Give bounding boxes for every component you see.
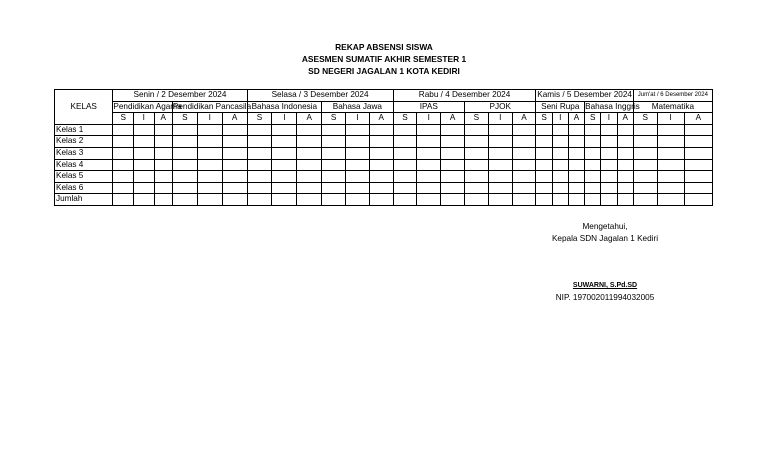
attendance-cell: [154, 171, 172, 183]
attendance-cell: [222, 159, 247, 171]
attendance-cell: [684, 136, 712, 148]
attendance-cell: [617, 194, 633, 206]
attendance-cell: [601, 171, 617, 183]
day-header: Jum'at / 6 Desember 2024: [633, 90, 712, 102]
signature-block: [548, 221, 662, 245]
attendance-cell: [297, 136, 322, 148]
attendance-cell: [417, 159, 441, 171]
attendance-code-cell: I: [197, 113, 222, 125]
attendance-cell: [197, 171, 222, 183]
attendance-cell: [536, 124, 552, 136]
attendance-cell: [465, 147, 489, 159]
day-header: Kamis / 5 Desember 2024: [536, 90, 633, 102]
day-header: Selasa / 3 Desember 2024: [247, 90, 393, 102]
table-row: [55, 136, 713, 148]
attendance-cell: [488, 171, 512, 183]
attendance-cell: [272, 171, 297, 183]
attendance-code-cell: S: [633, 113, 657, 125]
attendance-cell: [369, 171, 393, 183]
subject-header: Bahasa Indonesia: [247, 101, 322, 113]
attendance-cell: [113, 124, 134, 136]
table-row: [55, 171, 713, 183]
attendance-cell: [197, 159, 222, 171]
title-line-3: SD NEGERI JAGALAN 1 KOTA KEDIRI: [308, 66, 460, 77]
table-row: [55, 182, 713, 194]
attendance-cell: [133, 147, 154, 159]
attendance-cell: [633, 147, 657, 159]
attendance-cell: [197, 182, 222, 194]
subject-header: Pendidikan Agama: [113, 101, 172, 113]
attendance-cell: [417, 182, 441, 194]
attendance-cell: [552, 124, 568, 136]
attendance-cell: [345, 136, 369, 148]
attendance-cell: [369, 194, 393, 206]
attendance-cell: [393, 147, 417, 159]
attendance-cell: [393, 124, 417, 136]
subject-header: Pendidikan Pancasila: [172, 101, 247, 113]
attendance-cell: [369, 124, 393, 136]
attendance-cell: [441, 182, 465, 194]
attendance-cell: [393, 194, 417, 206]
attendance-cell: [512, 124, 536, 136]
attendance-cell: [568, 147, 584, 159]
attendance-cell: [488, 136, 512, 148]
attendance-cell: [345, 159, 369, 171]
attendance-cell: [465, 136, 489, 148]
attendance-cell: [512, 194, 536, 206]
attendance-cell: [272, 159, 297, 171]
attendance-cell: [322, 136, 346, 148]
attendance-cell: [512, 147, 536, 159]
table-row: [55, 194, 713, 206]
attendance-cell: [536, 182, 552, 194]
attendance-cell: [536, 136, 552, 148]
attendance-cell: [222, 147, 247, 159]
attendance-cell: [247, 171, 272, 183]
document-title: [0, 41, 768, 78]
attendance-cell: [322, 124, 346, 136]
attendance-cell: [222, 194, 247, 206]
attendance-cell: [601, 182, 617, 194]
attendance-cell: [441, 194, 465, 206]
attendance-cell: [633, 136, 657, 148]
day-header: Rabu / 4 Desember 2024: [393, 90, 536, 102]
attendance-cell: [441, 171, 465, 183]
attendance-code-cell: S: [113, 113, 134, 125]
attendance-code-cell: A: [617, 113, 633, 125]
principal-name: SUWARNI, S.Pd.SD: [572, 282, 638, 289]
subject-header: Bahasa Jawa: [322, 101, 393, 113]
attendance-code-cell: I: [552, 113, 568, 125]
attendance-cell: [369, 182, 393, 194]
attendance-cell: [512, 159, 536, 171]
attendance-code-cell: A: [154, 113, 172, 125]
attendance-cell: [133, 171, 154, 183]
attendance-cell: [552, 159, 568, 171]
attendance-cell: [465, 171, 489, 183]
attendance-cell: [133, 136, 154, 148]
attendance-cell: [197, 194, 222, 206]
attendance-cell: [154, 159, 172, 171]
attendance-cell: [465, 194, 489, 206]
attendance-cell: [657, 136, 684, 148]
attendance-code-cell: A: [222, 113, 247, 125]
attendance-cell: [154, 194, 172, 206]
attendance-cell: [617, 182, 633, 194]
row-label: Kelas 2: [55, 136, 113, 148]
attendance-cell: [393, 159, 417, 171]
attendance-cell: [113, 171, 134, 183]
attendance-code-cell: A: [684, 113, 712, 125]
attendance-cell: [684, 147, 712, 159]
attendance-cell: [585, 171, 601, 183]
attendance-cell: [617, 171, 633, 183]
attendance-cell: [247, 194, 272, 206]
attendance-cell: [345, 182, 369, 194]
attendance-cell: [684, 182, 712, 194]
attendance-cell: [345, 171, 369, 183]
title-line-2: ASESMEN SUMATIF AKHIR SEMESTER 1: [301, 54, 467, 65]
attendance-cell: [172, 136, 197, 148]
attendance-cell: [297, 171, 322, 183]
attendance-code-cell: I: [345, 113, 369, 125]
attendance-cell: [345, 194, 369, 206]
attendance-cell: [585, 124, 601, 136]
attendance-cell: [488, 147, 512, 159]
attendance-cell: [322, 171, 346, 183]
attendance-cell: [113, 182, 134, 194]
attendance-cell: [297, 147, 322, 159]
attendance-cell: [536, 171, 552, 183]
attendance-cell: [197, 147, 222, 159]
attendance-cell: [369, 147, 393, 159]
attendance-code-cell: I: [488, 113, 512, 125]
attendance-cell: [133, 182, 154, 194]
subject-header: Bahasa Inggris: [585, 101, 634, 113]
table-row: [55, 159, 713, 171]
attendance-cell: [585, 147, 601, 159]
attendance-cell: [113, 147, 134, 159]
day-header: Senin / 2 Desember 2024: [113, 90, 247, 102]
attendance-code-cell: I: [601, 113, 617, 125]
attendance-cell: [369, 159, 393, 171]
attendance-cell: [272, 182, 297, 194]
subject-header: Matematika: [633, 101, 712, 113]
attendance-cell: [297, 159, 322, 171]
attendance-cell: [585, 136, 601, 148]
attendance-cell: [133, 124, 154, 136]
attendance-code-cell: A: [369, 113, 393, 125]
attendance-code-cell: S: [536, 113, 552, 125]
attendance-cell: [633, 194, 657, 206]
attendance-cell: [657, 182, 684, 194]
attendance-cell: [585, 194, 601, 206]
attendance-cell: [552, 136, 568, 148]
attendance-cell: [488, 194, 512, 206]
title-line-1: REKAP ABSENSI SISWA: [335, 42, 433, 52]
attendance-cell: [601, 147, 617, 159]
attendance-cell: [222, 182, 247, 194]
attendance-cell: [568, 171, 584, 183]
attendance-cell: [512, 136, 536, 148]
attendance-cell: [345, 124, 369, 136]
table-row: [55, 147, 713, 159]
attendance-cell: [247, 124, 272, 136]
attendance-cell: [113, 136, 134, 148]
attendance-cell: [488, 182, 512, 194]
subject-header: Seni Rupa: [536, 101, 585, 113]
attendance-code-cell: S: [393, 113, 417, 125]
attendance-cell: [536, 159, 552, 171]
attendance-code-cell: I: [133, 113, 154, 125]
attendance-cell: [272, 124, 297, 136]
attendance-cell: [552, 194, 568, 206]
attendance-cell: [154, 136, 172, 148]
attendance-cell: [657, 194, 684, 206]
attendance-code-cell: A: [297, 113, 322, 125]
attendance-cell: [247, 147, 272, 159]
attendance-cell: [633, 182, 657, 194]
principal-position: Kepala SDN Jagalan 1 Kediri: [551, 234, 659, 243]
day-header-row: [55, 90, 713, 102]
attendance-cell: [172, 194, 197, 206]
attendance-cell: [417, 194, 441, 206]
attendance-code-cell: S: [585, 113, 601, 125]
subject-header: IPAS: [393, 101, 464, 113]
attendance-cell: [633, 124, 657, 136]
attendance-cell: [684, 194, 712, 206]
attendance-cell: [617, 159, 633, 171]
attendance-cell: [601, 136, 617, 148]
row-label: Kelas 1: [55, 124, 113, 136]
attendance-cell: [133, 194, 154, 206]
attendance-cell: [568, 182, 584, 194]
attendance-cell: [441, 124, 465, 136]
attendance-cell: [617, 136, 633, 148]
attendance-code-cell: A: [512, 113, 536, 125]
row-label: Kelas 4: [55, 159, 113, 171]
attendance-cell: [393, 171, 417, 183]
attendance-table: [54, 89, 713, 206]
attendance-cell: [601, 194, 617, 206]
attendance-cell: [322, 147, 346, 159]
attendance-cell: [585, 182, 601, 194]
attendance-cell: [322, 194, 346, 206]
row-label: Jumlah: [55, 194, 113, 206]
attendance-cell: [488, 159, 512, 171]
attendance-cell: [247, 159, 272, 171]
attendance-code-cell: S: [465, 113, 489, 125]
attendance-code-cell: A: [568, 113, 584, 125]
attendance-cell: [272, 147, 297, 159]
principal-nip: NIP. 197002011994032005: [555, 293, 655, 302]
signature-name-block: [548, 280, 662, 304]
attendance-cell: [197, 124, 222, 136]
attendance-cell: [297, 124, 322, 136]
attendance-code-row: [55, 113, 713, 125]
attendance-code-cell: S: [322, 113, 346, 125]
attendance-cell: [488, 124, 512, 136]
attendance-cell: [568, 159, 584, 171]
attendance-cell: [172, 182, 197, 194]
attendance-cell: [441, 136, 465, 148]
attendance-cell: [657, 159, 684, 171]
attendance-cell: [172, 124, 197, 136]
attendance-cell: [172, 159, 197, 171]
attendance-cell: [568, 136, 584, 148]
row-label: Kelas 5: [55, 171, 113, 183]
row-label: Kelas 6: [55, 182, 113, 194]
acknowledged-label: Mengetahui,: [582, 222, 628, 231]
attendance-cell: [568, 194, 584, 206]
attendance-cell: [222, 171, 247, 183]
attendance-cell: [684, 171, 712, 183]
attendance-cell: [197, 136, 222, 148]
attendance-cell: [417, 147, 441, 159]
subject-header: PJOK: [465, 101, 536, 113]
attendance-cell: [113, 159, 134, 171]
kelas-header: KELAS: [55, 90, 113, 125]
attendance-cell: [272, 194, 297, 206]
attendance-cell: [297, 194, 322, 206]
attendance-cell: [247, 182, 272, 194]
attendance-cell: [222, 124, 247, 136]
attendance-code-cell: I: [417, 113, 441, 125]
attendance-code-cell: S: [247, 113, 272, 125]
attendance-cell: [657, 147, 684, 159]
attendance-cell: [417, 171, 441, 183]
attendance-cell: [272, 136, 297, 148]
attendance-cell: [154, 147, 172, 159]
attendance-cell: [617, 124, 633, 136]
attendance-cell: [512, 182, 536, 194]
attendance-cell: [441, 147, 465, 159]
attendance-cell: [465, 124, 489, 136]
attendance-code-cell: S: [172, 113, 197, 125]
table-row: [55, 124, 713, 136]
attendance-cell: [322, 182, 346, 194]
attendance-cell: [247, 136, 272, 148]
attendance-cell: [536, 147, 552, 159]
attendance-cell: [222, 136, 247, 148]
attendance-cell: [601, 124, 617, 136]
attendance-cell: [552, 147, 568, 159]
attendance-cell: [465, 182, 489, 194]
attendance-cell: [417, 136, 441, 148]
attendance-cell: [393, 182, 417, 194]
attendance-cell: [465, 159, 489, 171]
attendance-cell: [512, 171, 536, 183]
attendance-cell: [601, 159, 617, 171]
attendance-cell: [617, 147, 633, 159]
attendance-cell: [633, 171, 657, 183]
attendance-cell: [369, 136, 393, 148]
attendance-cell: [154, 124, 172, 136]
attendance-cell: [684, 124, 712, 136]
attendance-cell: [657, 171, 684, 183]
attendance-cell: [393, 136, 417, 148]
attendance-code-cell: I: [272, 113, 297, 125]
attendance-cell: [441, 159, 465, 171]
attendance-cell: [297, 182, 322, 194]
attendance-cell: [172, 171, 197, 183]
attendance-cell: [657, 124, 684, 136]
row-label: Kelas 3: [55, 147, 113, 159]
attendance-code-cell: I: [657, 113, 684, 125]
attendance-code-cell: A: [441, 113, 465, 125]
attendance-cell: [684, 159, 712, 171]
attendance-cell: [154, 182, 172, 194]
attendance-cell: [113, 194, 134, 206]
attendance-cell: [585, 159, 601, 171]
attendance-cell: [133, 159, 154, 171]
attendance-cell: [417, 124, 441, 136]
attendance-cell: [633, 159, 657, 171]
attendance-cell: [552, 171, 568, 183]
attendance-cell: [568, 124, 584, 136]
attendance-cell: [172, 147, 197, 159]
subject-header-row: [55, 101, 713, 113]
attendance-cell: [536, 194, 552, 206]
attendance-cell: [345, 147, 369, 159]
attendance-cell: [552, 182, 568, 194]
attendance-cell: [322, 159, 346, 171]
